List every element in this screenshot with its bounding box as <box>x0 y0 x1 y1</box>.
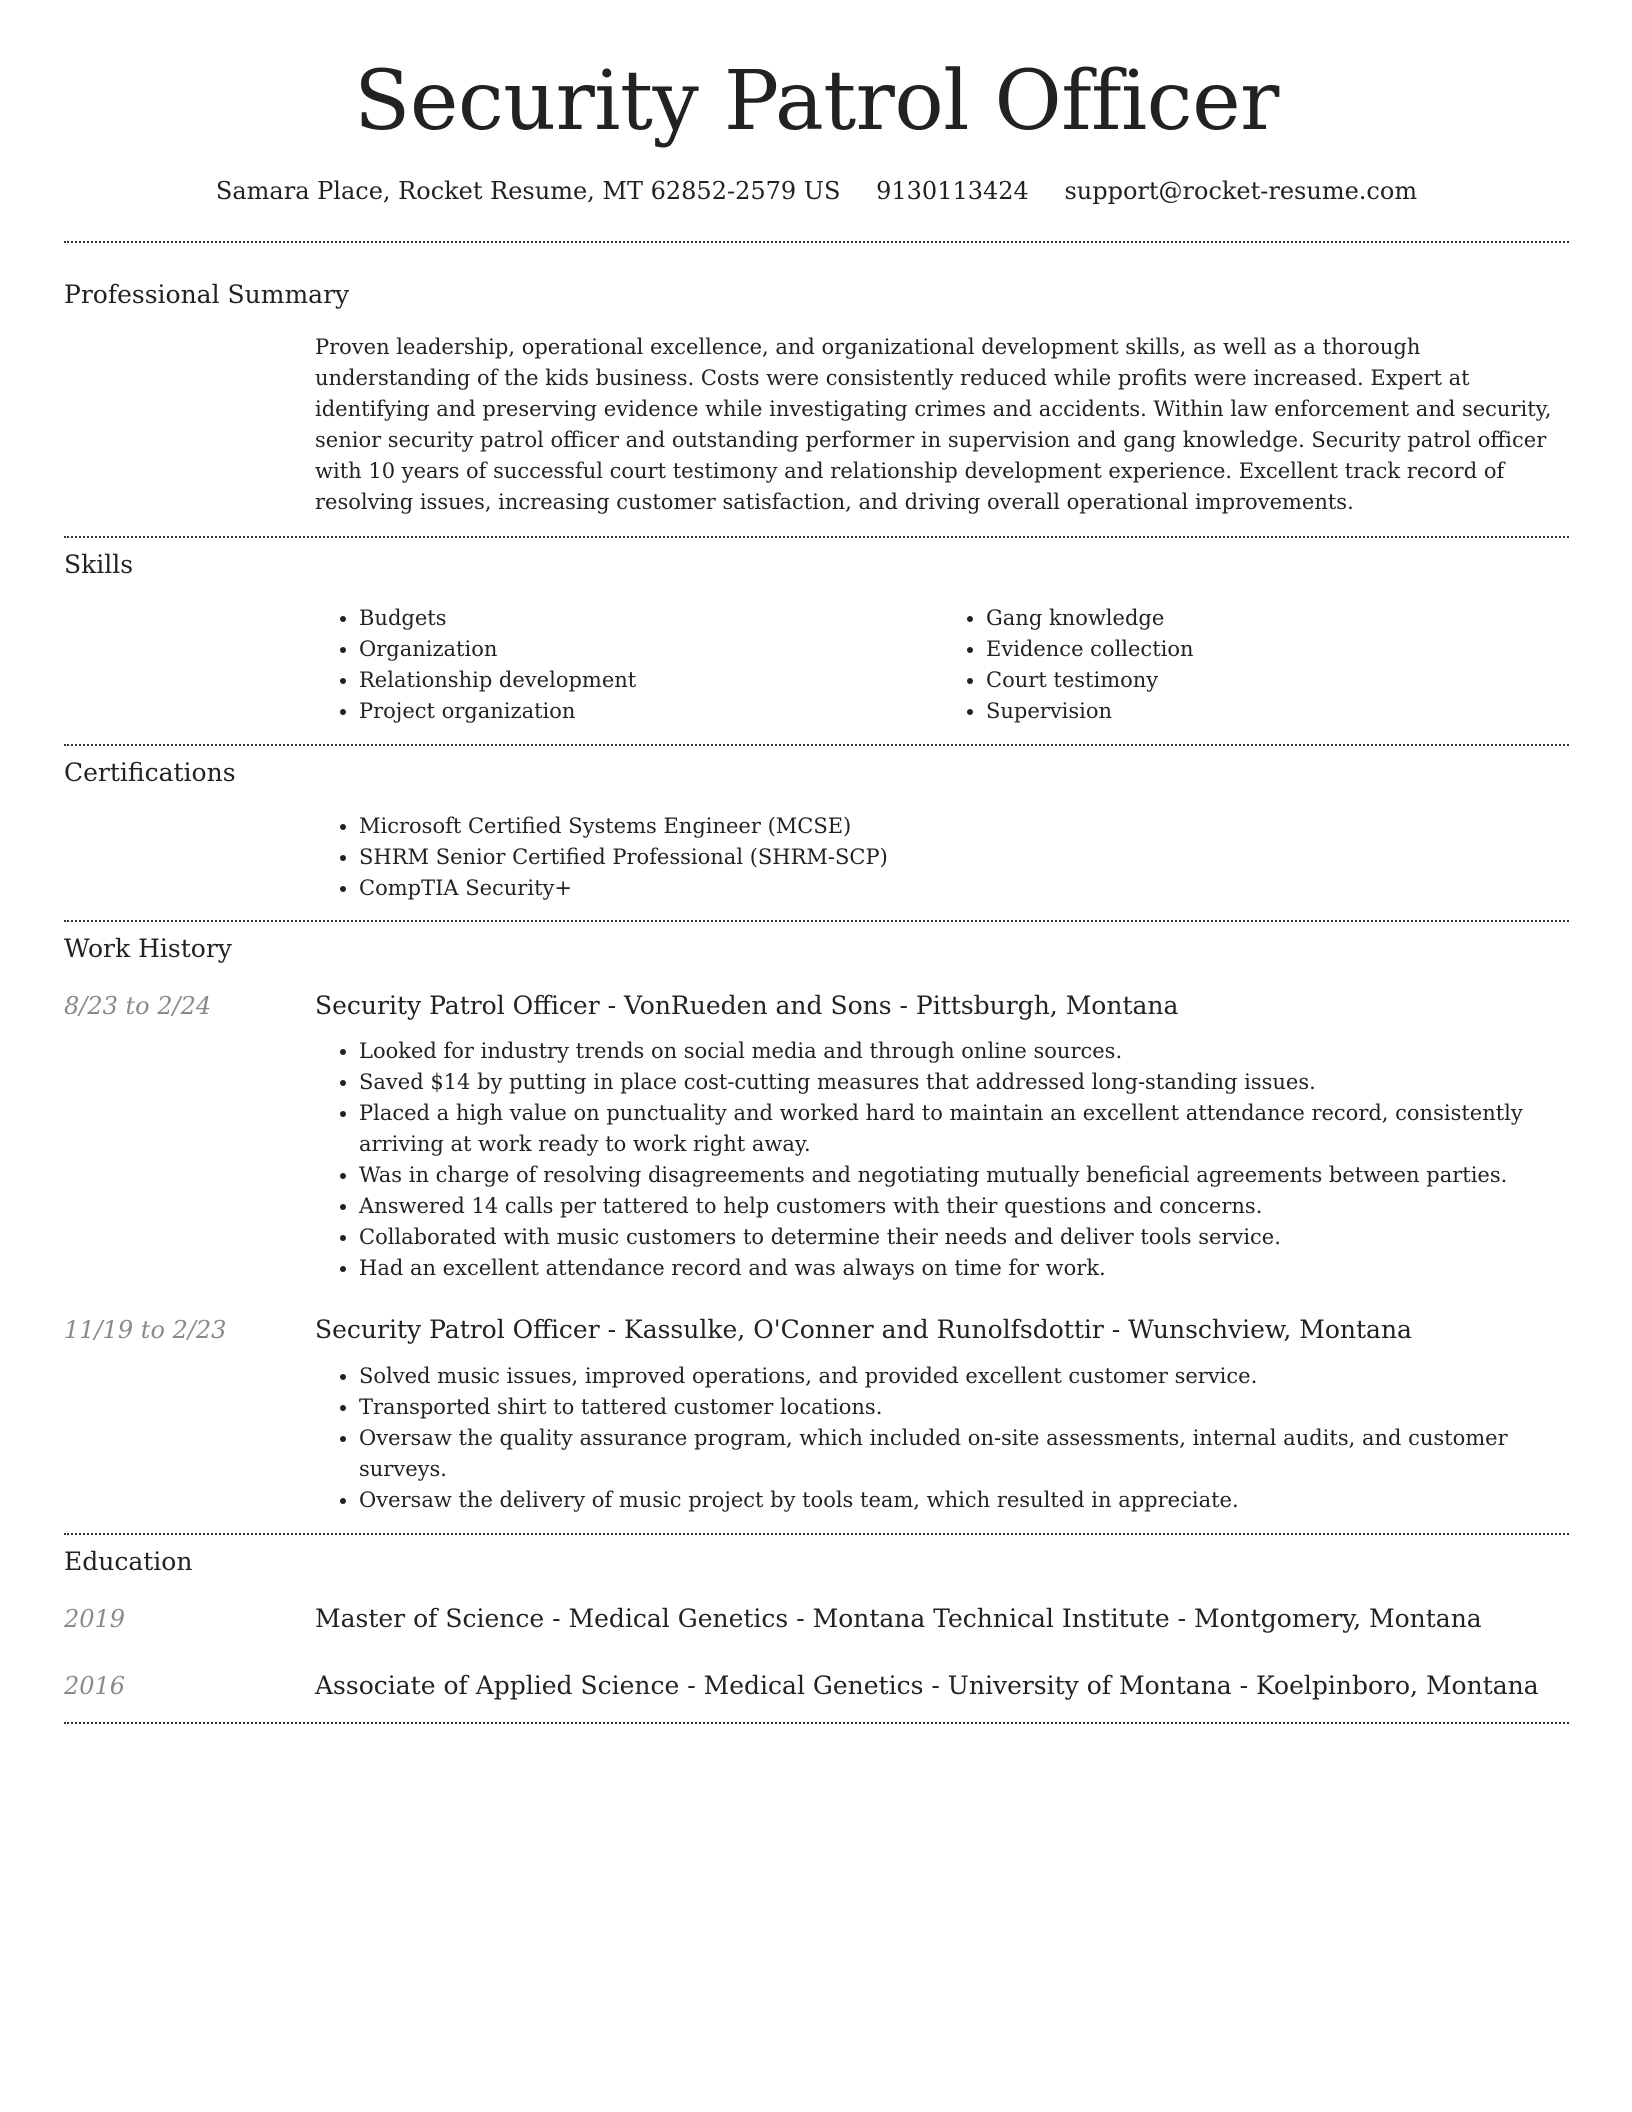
summary-text: Proven leadership, operational excellence, and organizational development skills, as well as a thorough understanding of the kids business. Costs were consistently reduced while profits were increased. Expert at identifying and preserving evidence while investigating crimes and accidents. Within law enforcement and security, senior security patrol officer and outstanding performer in supervision and gang knowledge. Security patrol officer with 10 years of successful court testimony and relationship development experience. Excellent track record of resolving issues, increasing customer satisfaction, and driving overall operational improvements. <box>315 335 1552 514</box>
divider <box>64 744 1569 746</box>
contact-phone: 9130113424 <box>876 177 1029 205</box>
list-item: • Microsoft Certified Systems Engineer (MCSE) <box>359 811 1569 842</box>
list-item: • Oversaw the delivery of music project by tools team, which resulted in appreciate. <box>359 1485 1569 1516</box>
education-entry <box>64 1603 1569 1635</box>
education-date: 2019 <box>64 1605 126 1633</box>
job-entry <box>64 990 1569 1022</box>
section-title-education: Education <box>64 1547 193 1576</box>
contact-line <box>64 176 1569 206</box>
section-title-skills: Skills <box>64 550 134 579</box>
divider <box>64 241 1569 243</box>
education-title: Associate of Applied Science - Medical Genetics - University of Montana - Koelpinboro, Montana <box>315 1671 1539 1700</box>
list-item: • Court testimony <box>986 665 1569 696</box>
list-item: • Solved music issues, improved operations, and provided excellent customer service. <box>359 1361 1569 1392</box>
contact-email: support@rocket-resume.com <box>1064 177 1418 205</box>
list-item: • SHRM Senior Certified Professional (SHRM-SCP) <box>359 842 1569 873</box>
list-item: • Budgets <box>359 603 942 634</box>
job-duties-list <box>315 1036 1569 1284</box>
education-entry <box>64 1670 1569 1702</box>
skills-list-right <box>942 603 1569 727</box>
section-title-certifications: Certifications <box>64 758 236 787</box>
section-title-summary: Professional Summary <box>64 280 350 309</box>
list-item: • Project organization <box>359 696 942 727</box>
job-duties-list <box>315 1361 1569 1516</box>
divider <box>64 1533 1569 1535</box>
job-date: 8/23 to 2/24 <box>64 992 212 1020</box>
list-item: • Supervision <box>986 696 1569 727</box>
list-item: • Had an excellent attendance record and was always on time for work. <box>359 1253 1569 1284</box>
list-item: • Relationship development <box>359 665 942 696</box>
candidate-name: Security Patrol Officer <box>354 54 1279 149</box>
job-title: Security Patrol Officer - VonRueden and Sons - Pittsburgh, Montana <box>315 991 1179 1020</box>
skills-grid <box>315 603 1569 727</box>
list-item: • Transported shirt to tattered customer locations. <box>359 1392 1569 1423</box>
list-item: • Collaborated with music customers to determine their needs and deliver tools service. <box>359 1222 1569 1253</box>
list-item: • Answered 14 calls per tattered to help customers with their questions and concerns. <box>359 1191 1569 1222</box>
education-title: Master of Science - Medical Genetics - Montana Technical Institute - Montgomery, Montana <box>315 1604 1482 1633</box>
list-item: • Organization <box>359 634 942 665</box>
job-title: Security Patrol Officer - Kassulke, O'Conner and Runolfsdottir - Wunschview, Montana <box>315 1315 1412 1344</box>
skills-list-left <box>315 603 942 727</box>
list-item: • Oversaw the quality assurance program, which included on-site assessments, internal audits, and customer surveys. <box>359 1423 1569 1485</box>
job-date: 11/19 to 2/23 <box>64 1316 227 1344</box>
list-item: • Evidence collection <box>986 634 1569 665</box>
resume-page <box>64 0 1569 1724</box>
list-item: • Gang knowledge <box>986 603 1569 634</box>
job-entry <box>64 1314 1569 1346</box>
certifications-block <box>315 811 1569 904</box>
job-duties <box>315 1036 1569 1284</box>
divider <box>64 1722 1569 1724</box>
education-date: 2016 <box>64 1672 126 1700</box>
list-item: • Saved $14 by putting in place cost-cutting measures that addressed long-standing issues. <box>359 1067 1569 1098</box>
divider <box>64 920 1569 922</box>
section-title-work: Work History <box>64 934 232 963</box>
list-item: • Placed a high value on punctuality and worked hard to maintain an excellent attendance record, consistently arriving at work ready to work right away. <box>359 1098 1569 1160</box>
list-item: • Looked for industry trends on social media and through online sources. <box>359 1036 1569 1067</box>
list-item: • Was in charge of resolving disagreements and negotiating mutually beneficial agreements between parties. <box>359 1160 1569 1191</box>
list-item: • CompTIA Security+ <box>359 873 1569 904</box>
contact-address: Samara Place, Rocket Resume, MT 62852-2579 US <box>215 177 841 205</box>
divider <box>64 536 1569 538</box>
certifications-list <box>315 811 1569 904</box>
job-duties <box>315 1361 1569 1516</box>
